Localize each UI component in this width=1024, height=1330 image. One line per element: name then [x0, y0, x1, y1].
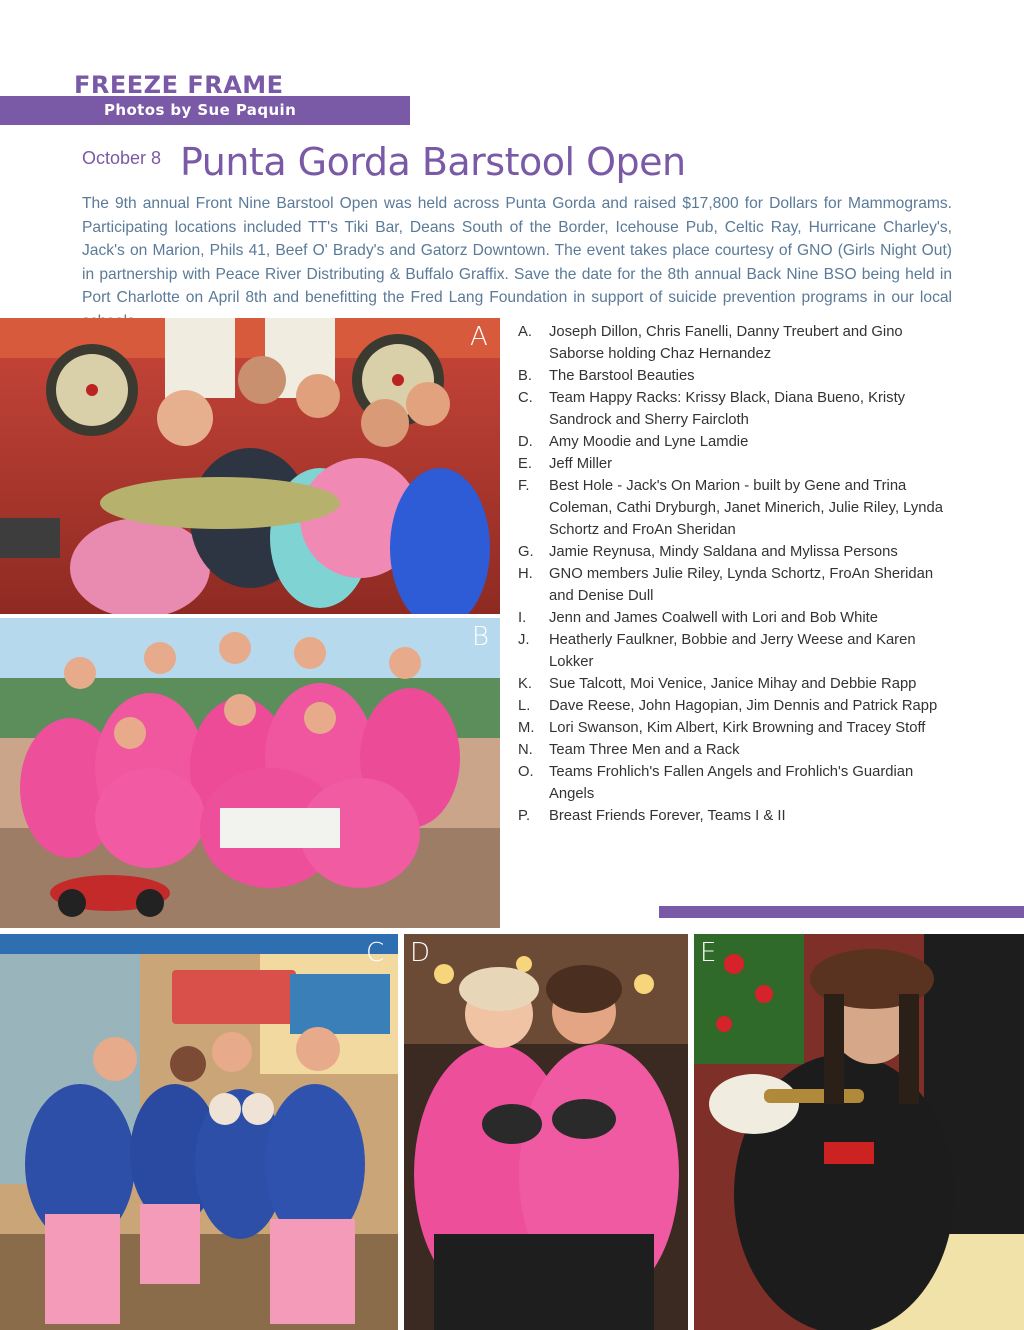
caption-label: L.: [518, 698, 531, 714]
caption-text: Joseph Dillon, Chris Fanelli, Danny Treubert and Gino Saborse holding Chaz Hernandez: [549, 324, 903, 362]
caption-item: [518, 717, 958, 739]
caption-item: [518, 673, 958, 695]
photo-c-letter: C: [366, 938, 385, 968]
decorative-rule: [659, 906, 1024, 918]
caption-label: M.: [518, 720, 535, 736]
section-label: FREEZE FRAME: [74, 71, 284, 96]
photo-b: [0, 618, 500, 928]
caption-label: F.: [518, 478, 530, 494]
caption-label: P.: [518, 808, 531, 824]
caption-item: [518, 321, 958, 365]
caption-item: [518, 431, 958, 453]
caption-text: Jamie Reynusa, Mindy Saldana and Mylissa Persons: [549, 544, 898, 560]
photo-d-image: [404, 934, 688, 1330]
caption-label: G.: [518, 544, 534, 560]
caption-item: [518, 629, 958, 673]
caption-text: Breast Friends Forever, Teams I & II: [549, 808, 786, 824]
caption-text: Heatherly Faulkner, Bobbie and Jerry Weese and Karen Lokker: [549, 632, 916, 670]
caption-label: N.: [518, 742, 533, 758]
caption-text: Amy Moodie and Lyne Lamdie: [549, 434, 749, 450]
photo-e-image: [694, 934, 1024, 1330]
caption-text: Lori Swanson, Kim Albert, Kirk Browning and Tracey Stoff: [549, 720, 926, 736]
caption-item: [518, 475, 958, 541]
caption-label: K.: [518, 676, 532, 692]
caption-item: [518, 761, 958, 805]
caption-item: [518, 607, 958, 629]
caption-item: [518, 739, 958, 761]
caption-list: [518, 321, 958, 827]
caption-text: Jeff Miller: [549, 456, 613, 472]
caption-label: C.: [518, 390, 533, 406]
caption-text: Teams Frohlich's Fallen Angels and Frohlich's Guardian Angels: [549, 764, 914, 802]
caption-label: I.: [518, 610, 527, 626]
caption-label: J.: [518, 632, 530, 648]
photo-e-letter: E: [700, 938, 717, 968]
caption-text: Team Happy Racks: Krissy Black, Diana Bueno, Kristy Sandrock and Sherry Faircloth: [549, 390, 906, 428]
caption-label: A.: [518, 324, 532, 340]
event-intro: The 9th annual Front Nine Barstool Open was held across Punta Gorda and raised $17,800 for Dollars for Mammograms. Participating locations included TT's Tiki Bar, Deans South of the Border, Icehouse Pub, Celtic Ray, Hurricane Charley's, Jack's on Marion, Phils 41, Beef O' Brady's and Gatorz Downtown. The event takes place courtesy of GNO (Girls Night Out) in partnership with Peace River Distributing & Buffalo Graffix. Save the date for the 8th annual Back Nine BSO being held in Port Charlotte on April 8th and benefitting the Fred Lang Foundation in support of suicide prevention programs in our local: [82, 195, 952, 307]
caption-item: [518, 365, 958, 387]
photo-c-image: [0, 934, 398, 1330]
photo-a-image: [0, 318, 500, 614]
caption-item: [518, 541, 958, 563]
caption-label: D.: [518, 434, 533, 450]
caption-label: H.: [518, 566, 533, 582]
caption-label: E.: [518, 456, 532, 472]
caption-item: [518, 387, 958, 431]
photo-b-letter: B: [472, 622, 490, 652]
caption-text: GNO members Julie Riley, Lynda Schortz, FroAn Sheridan and Denise Dull: [549, 566, 934, 604]
photo-d: [404, 934, 688, 1330]
caption-item: [518, 695, 958, 717]
photo-b-image: [0, 618, 500, 928]
photo-e: [694, 934, 1024, 1330]
event-date: October 8: [82, 148, 162, 168]
event-title: Punta Gorda Barstool Open: [180, 140, 686, 184]
photo-c: [0, 934, 398, 1330]
caption-item: [518, 563, 958, 607]
caption-text: Sue Talcott, Moi Venice, Janice Mihay and Debbie Rapp: [549, 676, 917, 692]
photo-d-letter: D: [410, 938, 431, 968]
photo-a-letter: A: [470, 322, 488, 352]
photo-credit-bar: [0, 96, 410, 125]
caption-text: Team Three Men and a Rack: [549, 742, 740, 758]
caption-text: Best Hole - Jack's On Marion - built by Gene and Trina Coleman, Cathi Dryburgh, Janet Minerich, Julie Riley, Lynda Schortz and FroAn Sheridan: [549, 478, 943, 538]
caption-text: Dave Reese, John Hagopian, Jim Dennis and Patrick Rapp: [549, 698, 938, 714]
caption-label: O.: [518, 764, 534, 780]
photo-a: [0, 318, 500, 614]
caption-text: Jenn and James Coalwell with Lori and Bob White: [549, 610, 878, 626]
caption-item: [518, 805, 958, 827]
caption-label: B.: [518, 368, 532, 384]
caption-text: The Barstool Beauties: [549, 368, 695, 384]
caption-item: [518, 453, 958, 475]
photo-credit: Photos by Sue Paquin: [104, 101, 297, 119]
